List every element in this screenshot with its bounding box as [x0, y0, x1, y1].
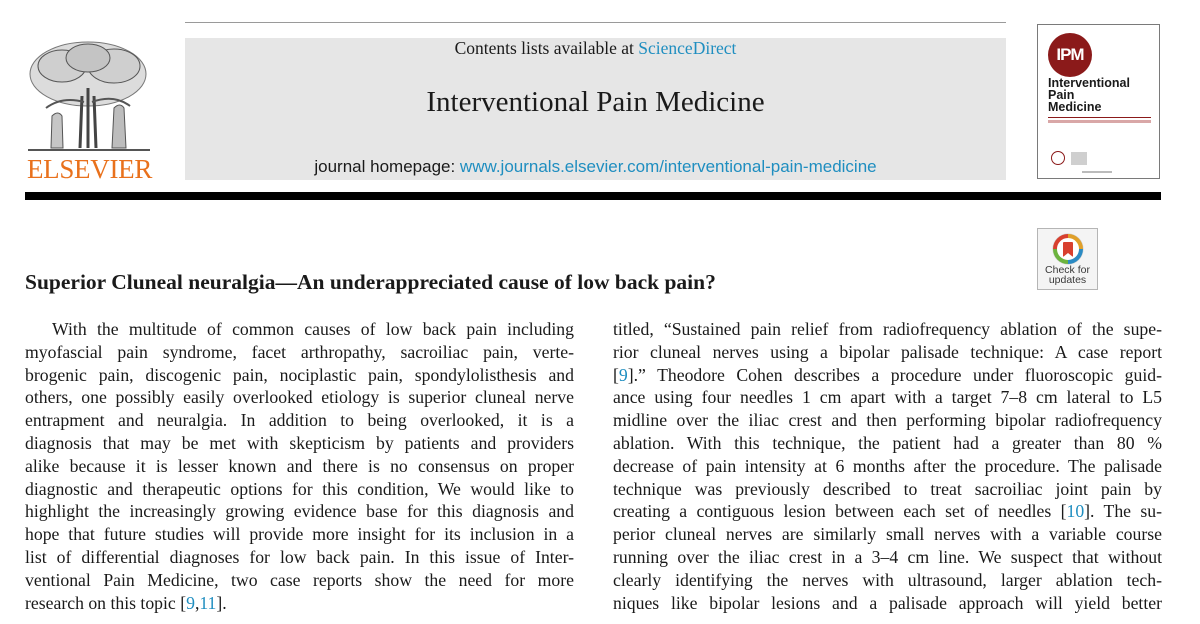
body-text-line: entrapment and neuralgia. In addition to being overlooked, it is a	[25, 410, 574, 431]
body-text-line: highlight the increasingly growing evidence base for this diagnosis and	[25, 501, 574, 522]
cover-title-line: Medicine	[1048, 100, 1102, 114]
contents-prefix: Contents lists available at	[454, 38, 639, 58]
homepage-line	[185, 157, 1006, 177]
body-text-line: diagnosis that may be met with skepticism by patients and providers	[25, 432, 574, 453]
body-text-line: technique was previously described to treat sacroiliac joint pain by	[613, 478, 1162, 499]
body-text-line: clearly identifying the nerves with ultrasound, larger ablation tech-	[613, 569, 1162, 590]
journal-cover-thumbnail[interactable]	[1037, 24, 1160, 179]
body-text-line: list of differential diagnoses for low back pain. In this issue of Inter-	[25, 546, 574, 567]
check-updates-line: Check for	[1045, 264, 1090, 276]
cover-rule	[1048, 117, 1151, 118]
check-for-updates-button[interactable]	[1037, 228, 1098, 290]
right-text-column	[613, 318, 1162, 614]
citation-link[interactable]: 9	[186, 592, 195, 613]
text-run: ,	[194, 592, 200, 613]
body-text-line: alike because it is lesser known and there is no consensus on proper	[25, 455, 574, 476]
text-run: [	[613, 364, 619, 385]
body-text-line	[25, 592, 574, 615]
header-bottom-rule	[25, 192, 1161, 200]
body-text-line: brogenic pain, discogenic pain, nociplastic pain, spondylolisthesis and	[25, 364, 574, 385]
journal-masthead	[185, 38, 1006, 180]
citation-link[interactable]: 10	[1066, 501, 1085, 522]
contents-line	[185, 38, 1006, 59]
text-run: ].” Theodore Cohen describes a procedure under fluoroscopic guid-	[627, 364, 1162, 385]
journal-homepage-link[interactable]: www.journals.elsevier.com/interventional-pain-medicine	[459, 157, 877, 176]
citation-link[interactable]: 9	[618, 364, 628, 385]
body-text-line: hope that future studies will provide more insight for its inclusion in a	[25, 524, 574, 545]
body-text-line: titled, “Sustained pain relief from radiofrequency ablation of the supe-	[613, 319, 1162, 339]
ipm-badge: IPM	[1048, 33, 1092, 77]
homepage-prefix: journal homepage:	[314, 157, 460, 176]
journal-title: Interventional Pain Medicine	[426, 86, 765, 118]
cover-title	[1048, 77, 1158, 113]
body-text-line: niques like bipolar lesions and a palisade approach will yield better	[613, 592, 1162, 613]
body-text-line: running over the iliac crest in a 3–4 cm line. We suspect that without	[613, 546, 1162, 567]
left-text-column	[25, 318, 574, 614]
cover-title-line: Pain	[1048, 88, 1075, 102]
body-text-line	[613, 500, 1162, 523]
cover-footer-text	[1082, 171, 1112, 173]
cover-title-line: Interventional	[1048, 76, 1130, 90]
text-run: research on this topic [	[25, 592, 187, 613]
society-seal-icon	[1051, 151, 1065, 165]
body-text-line: ventional Pain Medicine, two case reports show the need for more	[25, 569, 574, 590]
citation-link[interactable]: 11	[199, 592, 217, 613]
body-text-line	[613, 364, 1162, 387]
body-text-line: ance using four needles 1 cm apart with a target 7–8 cm lateral to L5	[613, 387, 1162, 408]
publisher-name: ELSEVIER	[26, 154, 153, 184]
text-run: ]. The su-	[1084, 501, 1162, 522]
crossmark-icon	[1051, 232, 1085, 266]
cover-subtitle-band	[1048, 120, 1151, 123]
body-text-line: ablation. With this technique, the patient had a greater than 80 %	[613, 432, 1162, 453]
publisher-mark-icon	[1071, 152, 1087, 165]
body-text-line: others, one possibly easily overlooked etiology is superior cluneal nerve	[25, 387, 574, 408]
body-text-line: decrease of pain intensity at 6 months after the procedure. The palisade	[613, 455, 1162, 476]
elsevier-tree-logo	[22, 36, 157, 184]
check-updates-line: updates	[1048, 274, 1087, 286]
body-text-line: midline over the iliac crest and then performing bipolar radiofrequency	[613, 410, 1162, 431]
body-text-line: myofascial pain syndrome, facet arthropathy, sacroiliac pain, verte-	[25, 341, 574, 362]
article-title: Superior Cluneal neuralgia—An underappreciated cause of low back pain?	[25, 270, 716, 294]
text-run: ].	[216, 592, 227, 613]
body-text-line: diagnostic and therapeutic options for this condition, We would like to	[25, 478, 574, 499]
body-text-line: rior cluneal nerves using a bipolar palisade technique: A case report	[613, 341, 1162, 362]
tree-engraving-icon	[22, 36, 157, 154]
text-run: creating a contiguous lesion between each set of needles [	[613, 501, 1067, 522]
check-updates-label	[1038, 265, 1097, 285]
body-text-line: With the multitude of common causes of low back pain including	[52, 319, 574, 339]
header-top-rule	[185, 22, 1006, 23]
body-text-line: perior cluneal nerves are similarly small nerves with a variable course	[613, 524, 1162, 545]
sciencedirect-link[interactable]: ScienceDirect	[638, 38, 737, 58]
